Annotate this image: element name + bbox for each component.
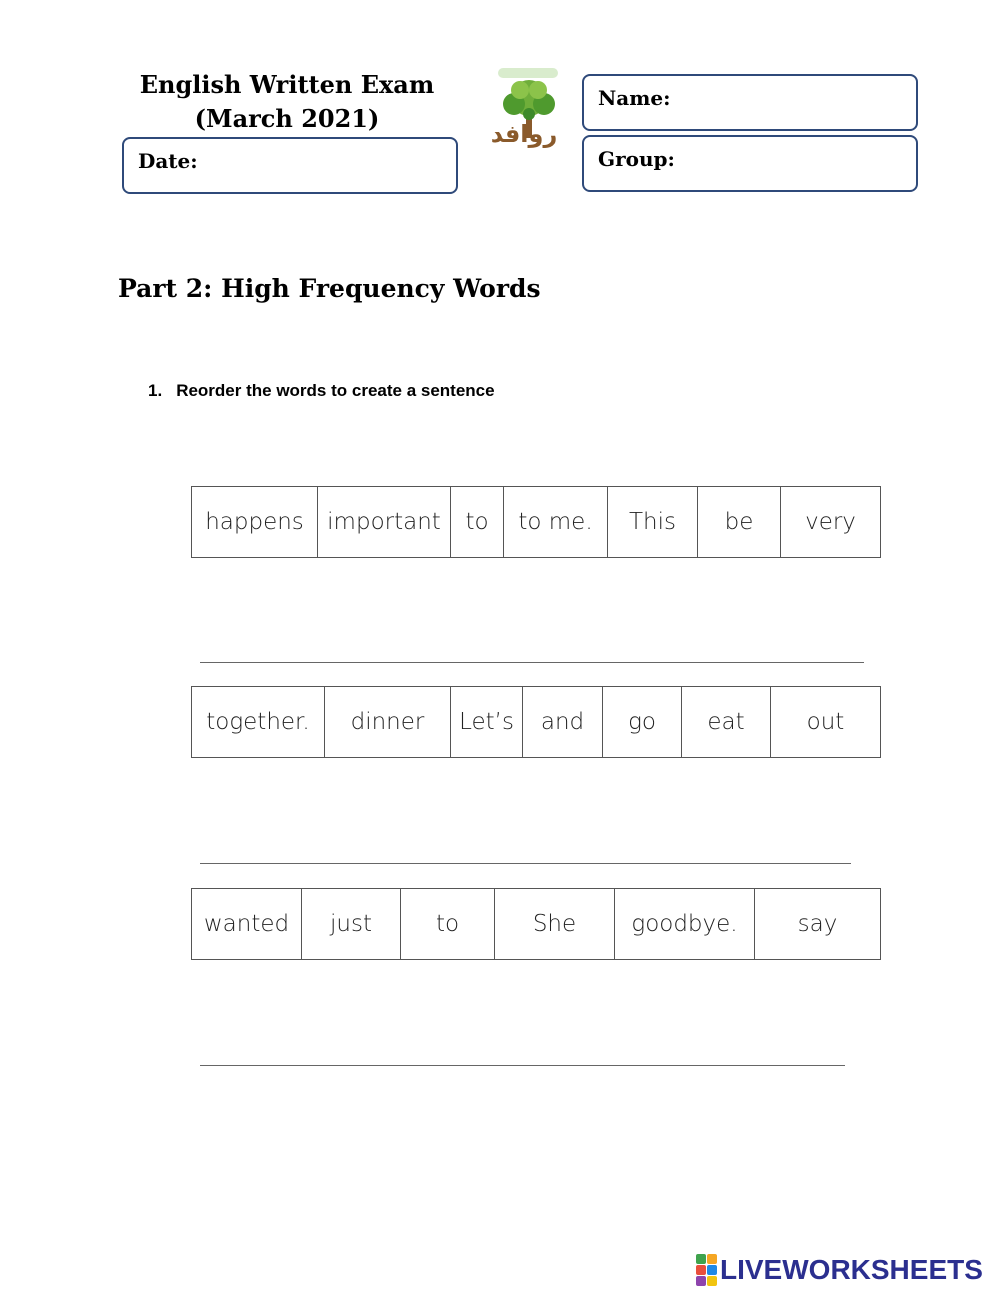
word-tile[interactable]: to me.: [504, 487, 608, 558]
logo-text: روافد: [490, 120, 558, 148]
word-tile[interactable]: just: [302, 889, 401, 960]
date-label: Date:: [138, 149, 198, 173]
instruction-number: 1.: [148, 381, 163, 400]
answer-line-2[interactable]: [200, 863, 851, 864]
exam-title-line2: (March 2021): [194, 104, 380, 133]
group-label: Group:: [598, 147, 675, 171]
word-tile[interactable]: to: [401, 889, 495, 960]
word-tile[interactable]: Let’s: [451, 687, 523, 758]
color-block: [696, 1254, 706, 1264]
color-block: [707, 1276, 717, 1286]
word-tile[interactable]: say: [755, 889, 881, 960]
part-title: Part 2: High Frequency Words: [118, 274, 541, 303]
word-tile[interactable]: important: [318, 487, 451, 558]
word-table-3: [191, 888, 881, 960]
word-tile[interactable]: dinner: [325, 687, 451, 758]
color-block: [696, 1276, 706, 1286]
instruction-text: Reorder the words to create a sentence: [176, 381, 495, 400]
word-tile[interactable]: goodbye.: [615, 889, 755, 960]
liveworksheets-brand: LIVEWORKSHEETS: [720, 1254, 983, 1285]
color-block: [707, 1254, 717, 1264]
exam-title: [122, 68, 452, 136]
answer-line-3[interactable]: [200, 1065, 845, 1066]
word-tile[interactable]: She: [495, 889, 615, 960]
color-block: [696, 1265, 706, 1275]
word-tile[interactable]: This: [608, 487, 698, 558]
word-table-1: [191, 486, 881, 558]
liveworksheets-logo[interactable]: [696, 1252, 983, 1288]
date-field[interactable]: [122, 137, 458, 194]
word-tile[interactable]: out: [771, 687, 881, 758]
color-block: [707, 1265, 717, 1275]
instruction: [148, 381, 495, 401]
school-logo: [470, 68, 578, 164]
tree-logo-icon: [470, 68, 578, 164]
word-tile[interactable]: together.: [192, 687, 325, 758]
word-tile[interactable]: happens: [192, 487, 318, 558]
word-tile[interactable]: eat: [682, 687, 771, 758]
word-tile[interactable]: be: [698, 487, 781, 558]
word-tile[interactable]: go: [603, 687, 682, 758]
word-tile[interactable]: to: [451, 487, 504, 558]
word-tile[interactable]: wanted: [192, 889, 302, 960]
liveworksheets-blocks-icon: [696, 1254, 717, 1286]
name-field[interactable]: [582, 74, 918, 131]
group-field[interactable]: [582, 135, 918, 192]
exam-title-line1: English Written Exam: [139, 70, 435, 99]
word-tile[interactable]: and: [523, 687, 603, 758]
word-tile[interactable]: very: [781, 487, 881, 558]
word-table-2: [191, 686, 881, 758]
name-label: Name:: [598, 86, 671, 110]
answer-line-1[interactable]: [200, 662, 864, 663]
